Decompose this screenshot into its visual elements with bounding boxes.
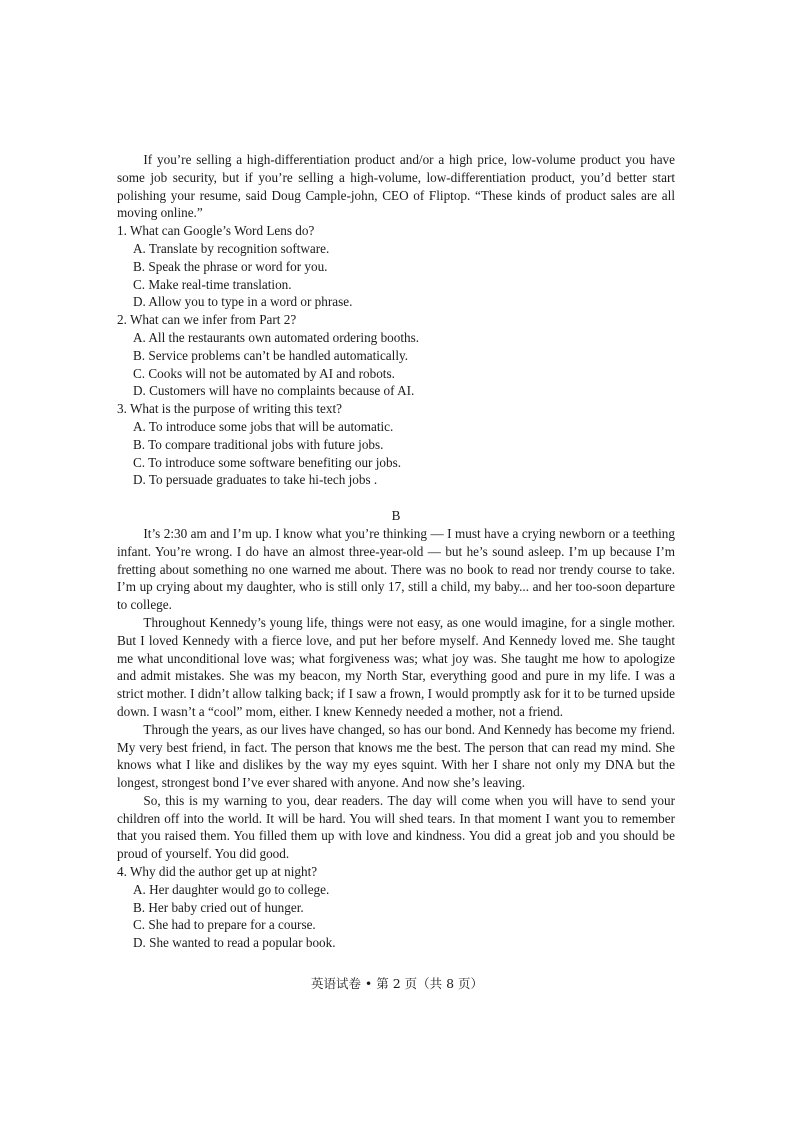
option-d: D. Allow you to type in a word or phrase. [133,294,353,310]
question-4 [117,863,675,952]
question-2 [117,311,675,400]
passage-a-paragraph: If you’re selling a high-differentiation product and/or a high price, low-volume product you have some job security, but if you’re selling a high-volume, low-differentiation product, you’d better start polishing your resume, said Doug Cample-john, CEO of Fliptop. “These kinds of product sales are all moving online.” [117,152,675,221]
option-b: B. Speak the phrase or word for you. [133,258,328,274]
option-c: C. Cooks will not be automated by AI and robots. [133,365,395,381]
option-b: B. Service problems can’t be handled automatically. [133,347,409,363]
question-1 [117,222,675,311]
option-c: C. Make real-time translation. [133,276,292,292]
option-c: C. To introduce some software benefiting our jobs. [133,454,402,470]
question-stem: 2. What can we infer from Part 2? [117,312,297,328]
passage-b-paragraph-4: So, this is my warning to you, dear readers. The day will come when you will have to send your children off into the world. It will be hard. You will shed tears. In that moment I want you to remember that you raised them. You filled them up with love and kindness. You did a great job and you should be proud of yourself. You did good. [117,792,675,862]
option-d: D. She wanted to read a popular book. [133,935,336,951]
question-3 [117,400,675,489]
option-b: B. Her baby cried out of hunger. [133,899,304,915]
section-b-title: B [391,508,401,524]
option-a: A. Translate by recognition software. [133,240,330,256]
option-c: C. She had to prepare for a course. [133,917,316,933]
option-a: A. To introduce some jobs that will be automatic. [133,418,394,434]
page-content [117,151,675,952]
question-stem: 1. What can Google’s Word Lens do? [117,223,315,239]
passage-b-paragraph-3: Through the years, as our lives have changed, so has our bond. And Kennedy has become my friend. My very best friend, in fact. The person that knows me the best. The person that can read my mind. She knows what I like and dislikes by the way my eyes squint. With her I share not only my DNA but the longest, strongest bond I’ve ever shared with anyone. And now she’s leaving. [117,721,675,791]
question-stem: 4. Why did the author get up at night? [117,864,318,880]
passage-b-paragraph-2: Throughout Kennedy’s young life, things were not easy, as one would imagine, for a single mother. But I loved Kennedy with a fierce love, and put her before myself. And Kennedy loved me. She taught me what unconditional love was; what forgiveness was; what joy was. She taught me how to apologize and admit mistakes. She was my beacon, my North Star, everything good and pure in my life. I was a strict mother. I didn’t allow talking back; if I saw a frown, I would promptly ask for it to be turned upside down. I wasn’t a “cool” mom, either. I knew Kennedy needed a mother, not a friend. [117,614,675,719]
passage-b-paragraph-1: It’s 2:30 am and I’m up. I know what you’re thinking — I must have a crying newborn or a teething infant. You’re wrong. I do have an almost three-year-old — but he’s sound asleep. I’m up because I’m fretting about something no one warned me about. There was no book to read nor trendy course to take. I’m up crying about my daughter, who is still only 17, still a child, my baby... and her too-soon departure to college. [117,525,675,613]
page-footer: 英语试卷 • 第 2 页（共 8 页） [310,976,484,991]
option-d: D. To persuade graduates to take hi-tech jobs . [133,472,378,488]
option-a: A. Her daughter would go to college. [133,881,330,897]
option-d: D. Customers will have no complaints because of AI. [133,383,415,399]
option-b: B. To compare traditional jobs with future jobs. [133,436,384,452]
question-stem: 3. What is the purpose of writing this text? [117,401,343,417]
option-a: A. All the restaurants own automated ordering booths. [133,329,420,345]
